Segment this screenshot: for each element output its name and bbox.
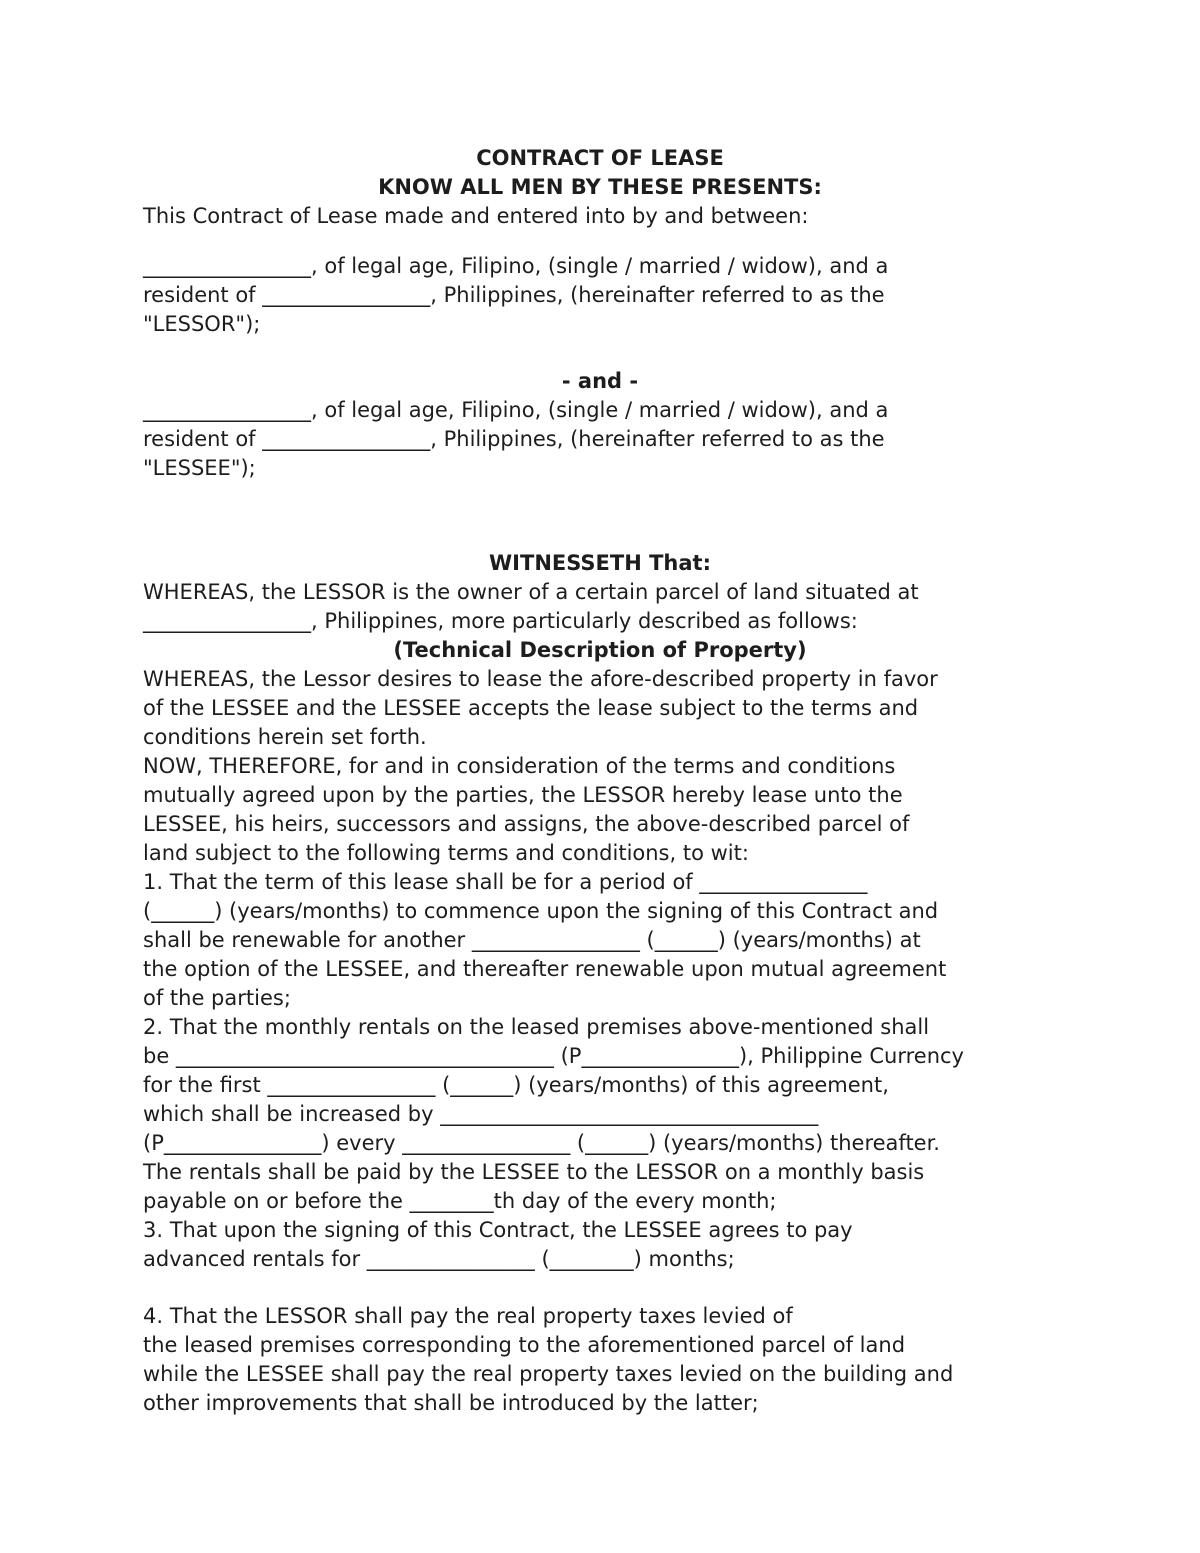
doc-line: "LESSOR"); [143, 312, 261, 336]
doc-line: (P_______________) every ________________ (______) (years/months) thereafter. [143, 1131, 940, 1155]
doc-line: which shall be increased by ____________________________________ [143, 1102, 819, 1126]
doc-line: ________________, of legal age, Filipino, (single / married / widow), and a [143, 254, 889, 278]
page-title: CONTRACT OF LEASE [476, 146, 724, 170]
lessor-clause [143, 252, 1057, 339]
doc-line: The rentals shall be paid by the LESSEE to the LESSOR on a monthly basis [143, 1160, 925, 1184]
doc-line: be ____________________________________ (P_______________), Philippine Currency [143, 1044, 964, 1068]
doc-line: ________________, of legal age, Filipino, (single / married / widow), and a [143, 398, 889, 422]
technical-description-heading: (Technical Description of Property) [393, 638, 807, 662]
doc-line: for the first ________________ (______) (years/months) of this agreement, [143, 1073, 889, 1097]
doc-line: mutually agreed upon by the parties, the LESSOR hereby lease unto the [143, 783, 903, 807]
doc-line: the option of the LESSEE, and thereafter renewable upon mutual agreement [143, 957, 947, 981]
term-1 [143, 868, 1057, 1013]
doc-line: land subject to the following terms and conditions, to wit: [143, 841, 749, 865]
doc-line: ________________, Philippines, more particularly described as follows: [143, 609, 858, 633]
doc-line: advanced rentals for ________________ (________) months; [143, 1247, 735, 1271]
witnesseth-section [143, 549, 1057, 868]
doc-line: while the LESSEE shall pay the real property taxes levied on the building and [143, 1362, 954, 1386]
spacer [143, 339, 1057, 367]
doc-line: conditions herein set forth. [143, 725, 427, 749]
doc-line: payable on or before the ________th day of the every month; [143, 1189, 777, 1213]
doc-line: 2. That the monthly rentals on the leased premises above-mentioned shall [143, 1015, 930, 1039]
doc-line: LESSEE, his heirs, successors and assigns, the above-described parcel of [143, 812, 910, 836]
doc-line: resident of ________________, Philippines, (hereinafter referred to as the [143, 427, 885, 451]
doc-line: WHEREAS, the LESSOR is the owner of a certain parcel of land situated at [143, 580, 919, 604]
doc-line: NOW, THEREFORE, for and in consideration of the terms and conditions [143, 754, 896, 778]
doc-line: WHEREAS, the Lessor desires to lease the afore-described property in favor [143, 667, 938, 691]
lessee-clause [143, 396, 1057, 483]
doc-line: "LESSEE"); [143, 456, 256, 480]
witnesseth-heading: WITNESSETH That: [489, 551, 711, 575]
doc-line: shall be renewable for another ________________ (______) (years/months) at [143, 928, 921, 952]
doc-line: of the parties; [143, 986, 291, 1010]
spacer [143, 483, 1057, 549]
intro-line: This Contract of Lease made and entered into by and between: [143, 204, 809, 228]
term-4 [143, 1302, 1057, 1418]
doc-line: other improvements that shall be introduced by the latter; [143, 1391, 759, 1415]
doc-line: 4. That the LESSOR shall pay the real property taxes levied of [143, 1304, 793, 1328]
doc-subtitle: KNOW ALL MEN BY THESE PRESENTS: [378, 175, 822, 199]
and-separator: - and - [561, 369, 639, 393]
doc-line: the leased premises corresponding to the aforementioned parcel of land [143, 1333, 906, 1357]
doc-line: 1. That the term of this lease shall be for a period of ________________ [143, 870, 868, 894]
term-3 [143, 1216, 1057, 1274]
spacer [143, 1274, 1057, 1302]
doc-line: resident of ________________, Philippines, (hereinafter referred to as the [143, 283, 885, 307]
spacer [143, 231, 1057, 252]
term-2 [143, 1013, 1057, 1216]
doc-line: 3. That upon the signing of this Contract, the LESSEE agrees to pay [143, 1218, 853, 1242]
doc-line: of the LESSEE and the LESSEE accepts the lease subject to the terms and [143, 696, 919, 720]
doc-line: (______) (years/months) to commence upon the signing of this Contract and [143, 899, 939, 923]
